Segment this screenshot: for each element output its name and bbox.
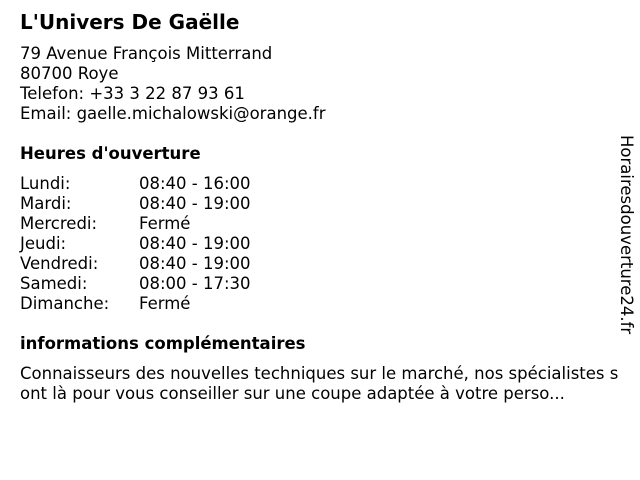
additional-info-heading: informations complémentaires <box>20 334 306 353</box>
business-description: Connaisseurs des nouvelles techniques sur le marché, nos spécialistes sont là pour vous conseiller sur une coupe adaptée à votre perso... <box>20 364 619 403</box>
address-city: 80700 Roye <box>20 64 119 83</box>
hours-time-value: Fermé <box>139 294 191 313</box>
address-street: 79 Avenue François Mitterrand <box>20 44 273 63</box>
watermark-text: Horairesdouverture24.fr <box>617 135 636 335</box>
email-address: Email: gaelle.michalowski@orange.fr <box>20 104 326 123</box>
hours-day-label: Samedi: <box>20 274 88 293</box>
hours-day-label: Mardi: <box>20 194 72 213</box>
hours-time-value: 08:00 - 17:30 <box>139 274 251 293</box>
hours-day-label: Vendredi: <box>20 254 99 273</box>
contact-block <box>20 44 326 124</box>
hours-time-value: 08:40 - 19:00 <box>139 194 251 213</box>
hours-day-label: Dimanche: <box>20 294 110 313</box>
hours-time-value: 08:40 - 19:00 <box>139 234 251 253</box>
phone-number: Telefon: +33 3 22 87 93 61 <box>20 84 245 103</box>
site-watermark <box>612 135 636 375</box>
hours-day-label: Jeudi: <box>20 234 67 253</box>
hours-day-label: Lundi: <box>20 174 71 193</box>
hours-time-value: 08:40 - 16:00 <box>139 174 251 193</box>
hours-time-value: 08:40 - 19:00 <box>139 254 251 273</box>
hours-time-value: Fermé <box>139 214 191 233</box>
opening-hours-heading: Heures d'ouverture <box>20 144 201 163</box>
hours-day-label: Mercredi: <box>20 214 98 233</box>
business-name: L'Univers De Gaëlle <box>20 10 240 34</box>
